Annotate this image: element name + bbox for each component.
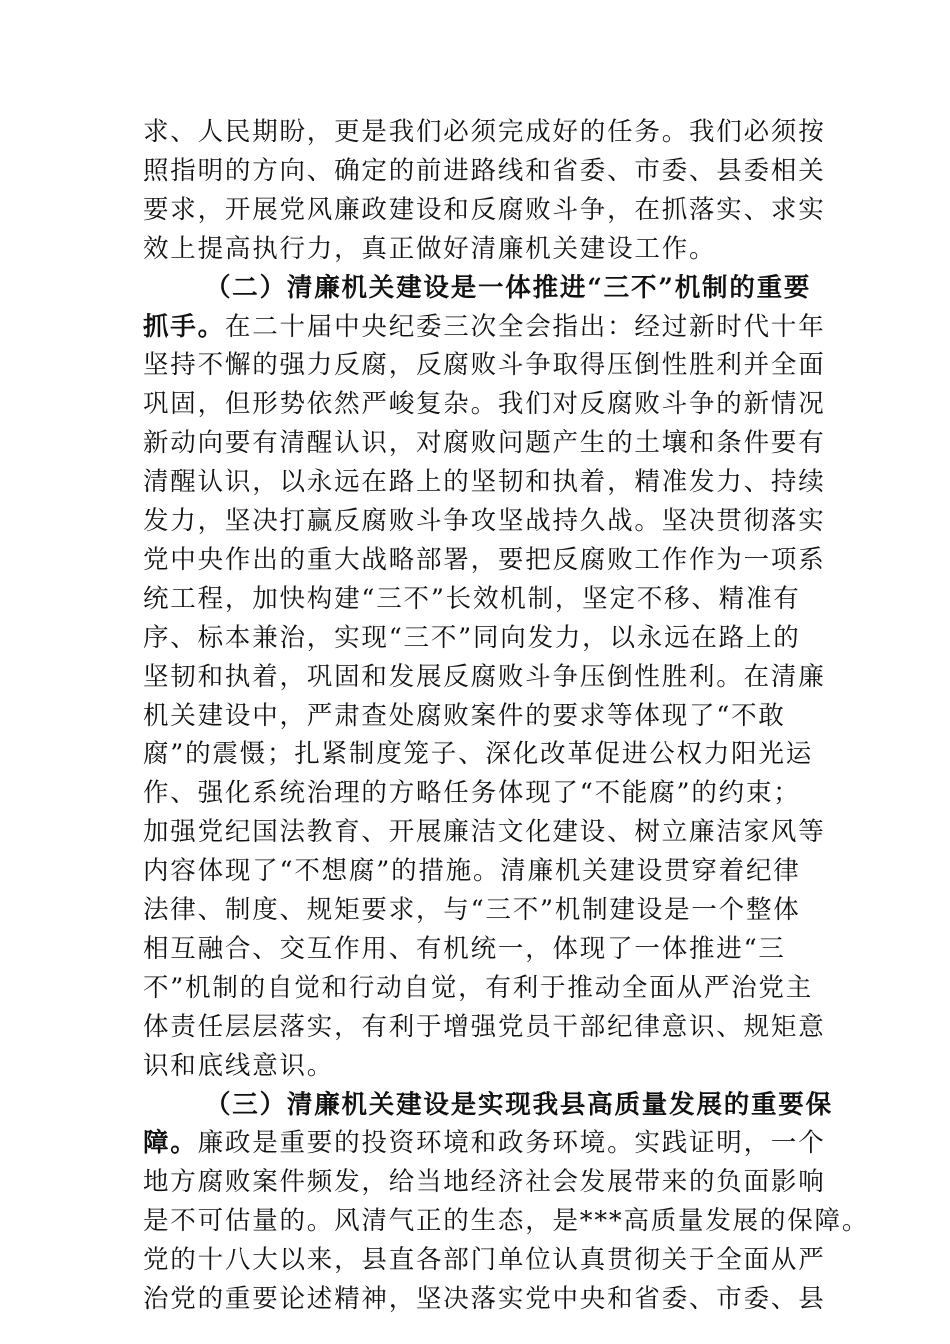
text-line: 加强党纪国法教育、开展廉洁文化建设、树立廉洁家风等 xyxy=(143,817,826,848)
text-line: 腐”的震慑；扎紧制度笼子、深化改革促进公权力阳光运 xyxy=(143,739,814,770)
text-line xyxy=(143,310,826,344)
text-line: 地方腐败案件频发，给当地经济社会发展带来的负面影响 xyxy=(143,1167,826,1198)
text-line: 识和底线意识。 xyxy=(143,1050,335,1081)
text-line: 不”机制的自觉和行动自觉，有利于推动全面从严治党主 xyxy=(143,972,814,1003)
text-line: 内容体现了“不想腐”的措施。清廉机关建设贯穿着纪律 xyxy=(143,856,801,887)
text-line: 相互融合、交互作用、有机统一，体现了一体推进“三 xyxy=(143,933,786,964)
text-line: 清醒认识，以永远在路上的坚韧和执着，精准发力、持续 xyxy=(143,467,826,498)
text-line: 要求，开展党风廉政建设和反腐败斗争，在抓落实、求实 xyxy=(143,194,826,225)
text-line: 机关建设中，严肃查处腐败案件的要求等体现了“不敢 xyxy=(143,700,786,731)
text-line: 党的十八大以来，县直各部门单位认真贯彻关于全面从严 xyxy=(143,1245,826,1276)
text-fragment: 廉政是重要的投资环境和政务环境。实践证明，一个 xyxy=(197,1128,826,1159)
text-line: 作、强化系统治理的方略任务体现了“不能腐”的约束； xyxy=(143,778,801,809)
text-line xyxy=(143,1126,826,1160)
text-line: 法律、制度、规矩要求，与“三不”机制建设是一个整体 xyxy=(143,895,801,925)
text-line: 效上提高执行力，真正做好清廉机关建设工作。 xyxy=(143,233,717,264)
text-line: 坚韧和执着，巩固和发展反腐败斗争压倒性胜利。在清廉 xyxy=(143,661,826,692)
text-line: 体责任层层落实，有利于增强党员干部纪律意识、规矩意 xyxy=(143,1011,826,1042)
section-3-heading-end: 障。 xyxy=(143,1128,198,1159)
section-2-heading-end: 抓手。 xyxy=(143,311,225,342)
text-line: 统工程，加快构建“三不”长效机制，坚定不移、精准有 xyxy=(143,583,801,614)
text-fragment: 在二十届中央纪委三次全会指出：经过新时代十年 xyxy=(224,311,826,342)
text-line: 治党的重要论述精神，坚决落实党中央和省委、市委、县 xyxy=(143,1284,826,1314)
text-line: 新动向要有清醒认识，对腐败问题产生的土壤和条件要有 xyxy=(143,428,826,459)
text-line: 党中央作出的重大战略部署，要把反腐败工作作为一项系 xyxy=(143,544,826,575)
text-line: 求、人民期盼，更是我们必须完成好的任务。我们必须按 xyxy=(143,117,826,147)
text-line: 照指明的方向、确定的前进路线和省委、市委、县委相关 xyxy=(143,155,826,186)
text-line: 是不可估量的。风清气正的生态，是***高质量发展的保障。 xyxy=(143,1206,870,1237)
text-line: 坚持不懈的强力反腐，反腐败斗争取得压倒性胜利并全面 xyxy=(143,350,826,381)
section-3-heading: （三）清廉机关建设是实现我县高质量发展的重要保 xyxy=(205,1089,833,1120)
text-line: 序、标本兼治，实现“三不”同向发力，以永远在路上的 xyxy=(143,622,801,653)
text-line: 巩固，但形势依然严峻复杂。我们对反腐败斗争的新情况 xyxy=(143,389,826,420)
section-2-heading: （二）清廉机关建设是一体推进“三不”机制的重要 xyxy=(205,272,812,303)
text-line: 发力，坚决打赢反腐败斗争攻坚战持久战。坚决贯彻落实 xyxy=(143,506,826,536)
